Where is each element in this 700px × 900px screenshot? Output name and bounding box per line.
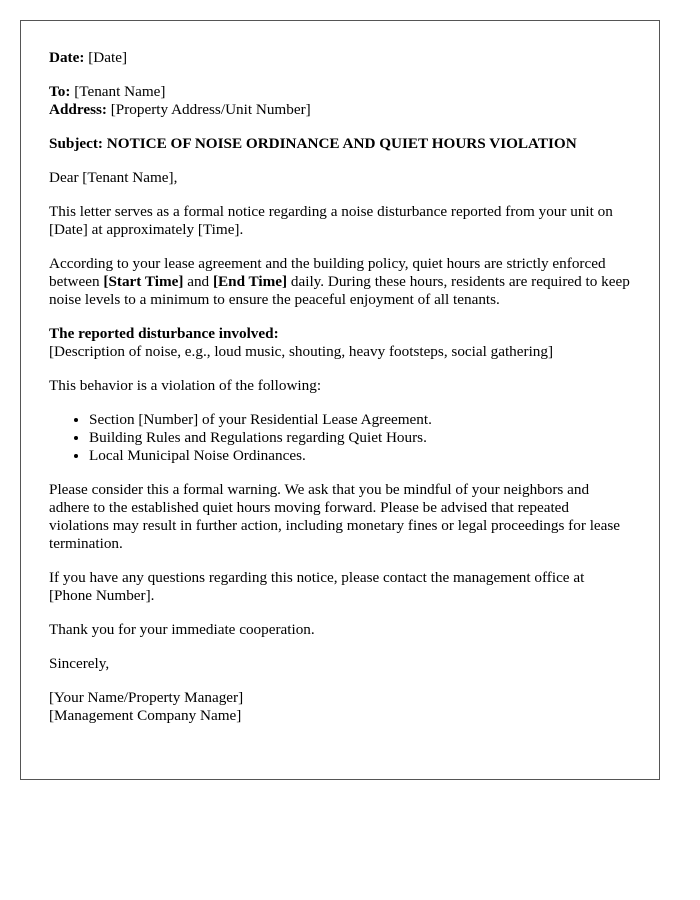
thanks-line: Thank you for your immediate cooperation.: [49, 621, 315, 638]
contact-paragraph: If you have any questions regarding this notice, please contact the management office at [Phone Number].: [49, 569, 585, 604]
signature-name: [Your Name/Property Manager]: [49, 689, 244, 706]
start-time: [Start Time]: [103, 273, 184, 290]
violation-item: • Building Rules and Regulations regarding Quiet Hours.: [89, 429, 631, 447]
notice-letter: [20, 20, 660, 780]
signature-company: [Management Company Name]: [49, 707, 242, 724]
quiet-hours-paragraph: [49, 255, 631, 309]
disturbance-heading: The reported disturbance involved:: [49, 325, 279, 342]
signature-block: [49, 689, 631, 725]
violation-item: • Local Municipal Noise Ordinances.: [89, 447, 631, 465]
warning-paragraph: Please consider this a formal warning. We ask that you be mindful of your neighbors and adhere to the established quiet hours moving forward. Please be advised that repeated violations may result in further action, including monetary fines or legal proceedings for lease termination.: [49, 481, 621, 552]
recipient-block: [49, 83, 631, 119]
closing-line: Sincerely,: [49, 655, 110, 672]
subject-label: Subject:: [49, 135, 103, 152]
violation-item: • Section [Number] of your Residential Lease Agreement.: [89, 411, 631, 429]
salutation: Dear [Tenant Name],: [49, 169, 178, 186]
intro-paragraph: This letter serves as a formal notice regarding a noise disturbance reported from your unit on [Date] at approximately [Time].: [49, 203, 613, 238]
to-label: To:: [49, 83, 71, 100]
violations-list: [49, 411, 631, 465]
date-line: [49, 49, 631, 67]
address-label: Address:: [49, 101, 107, 118]
disturbance-block: [49, 325, 631, 361]
to-value: [Tenant Name]: [74, 83, 166, 100]
address-value: [Property Address/Unit Number]: [110, 101, 311, 118]
quiet-hours-text-3: daily. During these hours, residents are required to keep noise levels to a minimum to ensure the peaceful enjoyment of all tenants.: [49, 273, 630, 308]
disturbance-description: [Description of noise, e.g., loud music, shouting, heavy footsteps, social gathering]: [49, 343, 554, 360]
subject-value: NOTICE OF NOISE ORDINANCE AND QUIET HOURS VIOLATION: [106, 135, 577, 152]
violation-intro: This behavior is a violation of the following:: [49, 377, 322, 394]
date-label: Date:: [49, 49, 85, 66]
subject-line: [49, 135, 631, 153]
quiet-hours-text-2: and: [183, 273, 213, 290]
quiet-hours-text-1: According to your lease agreement and the building policy, quiet hours are strictly enforced between: [49, 255, 606, 290]
end-time: [End Time]: [212, 273, 288, 290]
date-value: [Date]: [88, 49, 128, 66]
